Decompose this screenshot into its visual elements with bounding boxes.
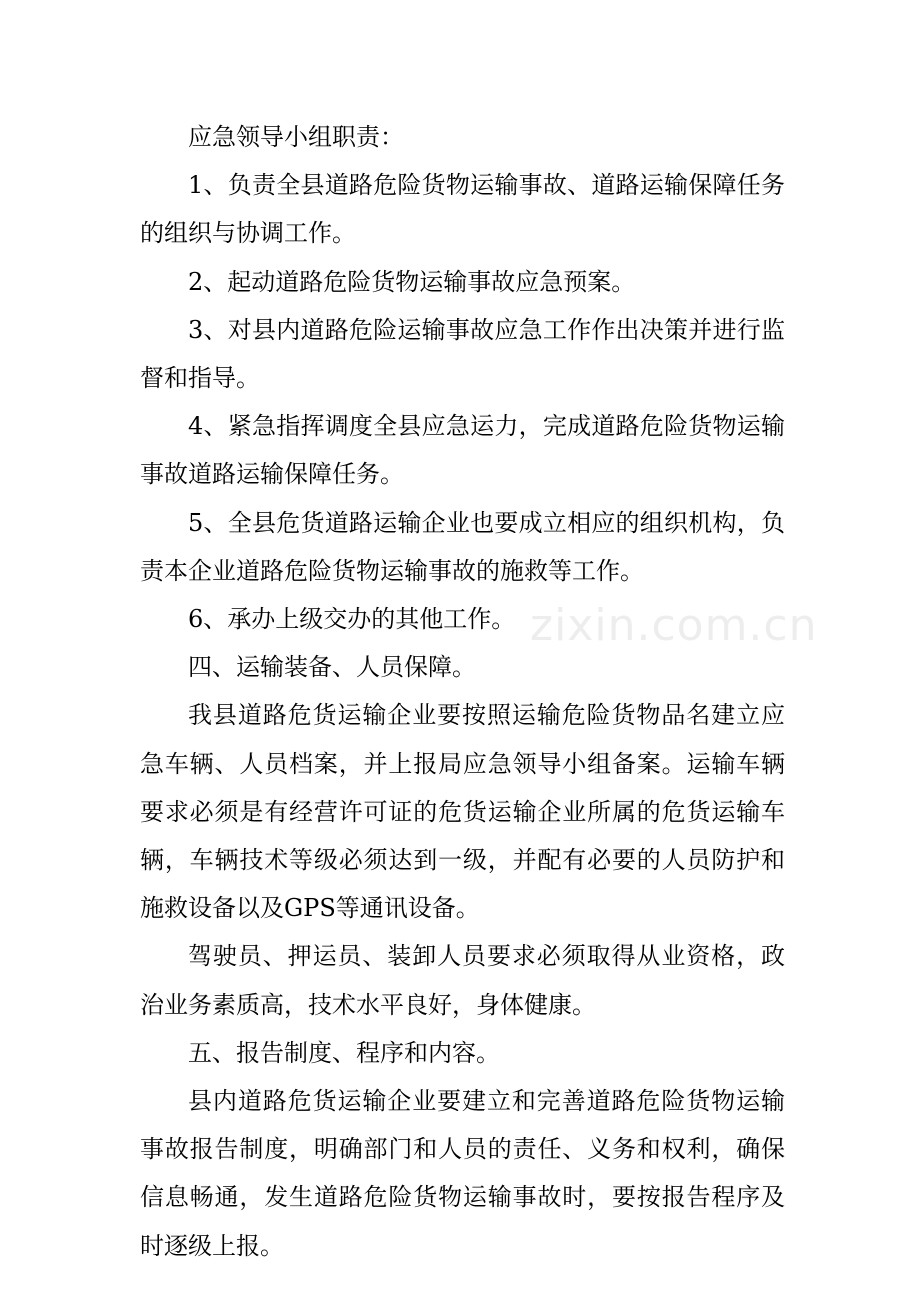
paragraph-item-5: 5、全县危货道路运输企业也要成立相应的组织机构，负责本企业道路危险货物运输事故的施救等工作。 — [140, 508, 785, 585]
paragraph-reporting: 县内道路危货运输企业要建立和完善道路危险货物运输事故报告制度，明确部门和人员的责任、义务和权利，确保信息畅通，发生道路危险货物运输事故时，要按报告程序及时逐级上报。 — [140, 1087, 785, 1260]
section-heading-4: 四、运输装备、人员保障。 — [188, 653, 476, 682]
paragraph-duties-heading: 应急领导小组职责： — [188, 123, 404, 151]
paragraph-item-6: 6、承办上级交办的其他工作。 — [188, 605, 516, 634]
paragraph-item-3: 3、对县内道路危险运输事故应急工作作出决策并进行监督和指导。 — [140, 315, 785, 393]
paragraph-item-1: 1、负责全县道路危险货物运输事故、道路运输保障任务的组织与协调工作。 — [140, 171, 785, 248]
paragraph-vehicles: 我县道路危货运输企业要按照运输危险货物品名建立应急车辆、人员档案，并上报局应急领导小组备案。运输车辆要求必须是有经营许可证的危货运输企业所属的危货运输车辆，车辆技术等级必须达到一级，并配有必要的人员防护和施救设备以及GPS等通讯设备。 — [140, 701, 785, 923]
watermark: zixin.com.cn — [530, 600, 818, 651]
paragraph-item-4: 4、紧急指挥调度全县应急运力，完成道路危险货物运输事故道路运输保障任务。 — [140, 412, 785, 489]
paragraph-personnel: 驾驶员、押运员、装卸人员要求必须取得从业资格，政治业务素质高，技术水平良好，身体健康。 — [140, 942, 785, 1019]
document-body — [140, 113, 785, 1270]
section-heading-5: 五、报告制度、程序和内容。 — [188, 1038, 500, 1067]
paragraph-item-2: 2、起动道路危险货物运输事故应急预案。 — [188, 267, 636, 296]
